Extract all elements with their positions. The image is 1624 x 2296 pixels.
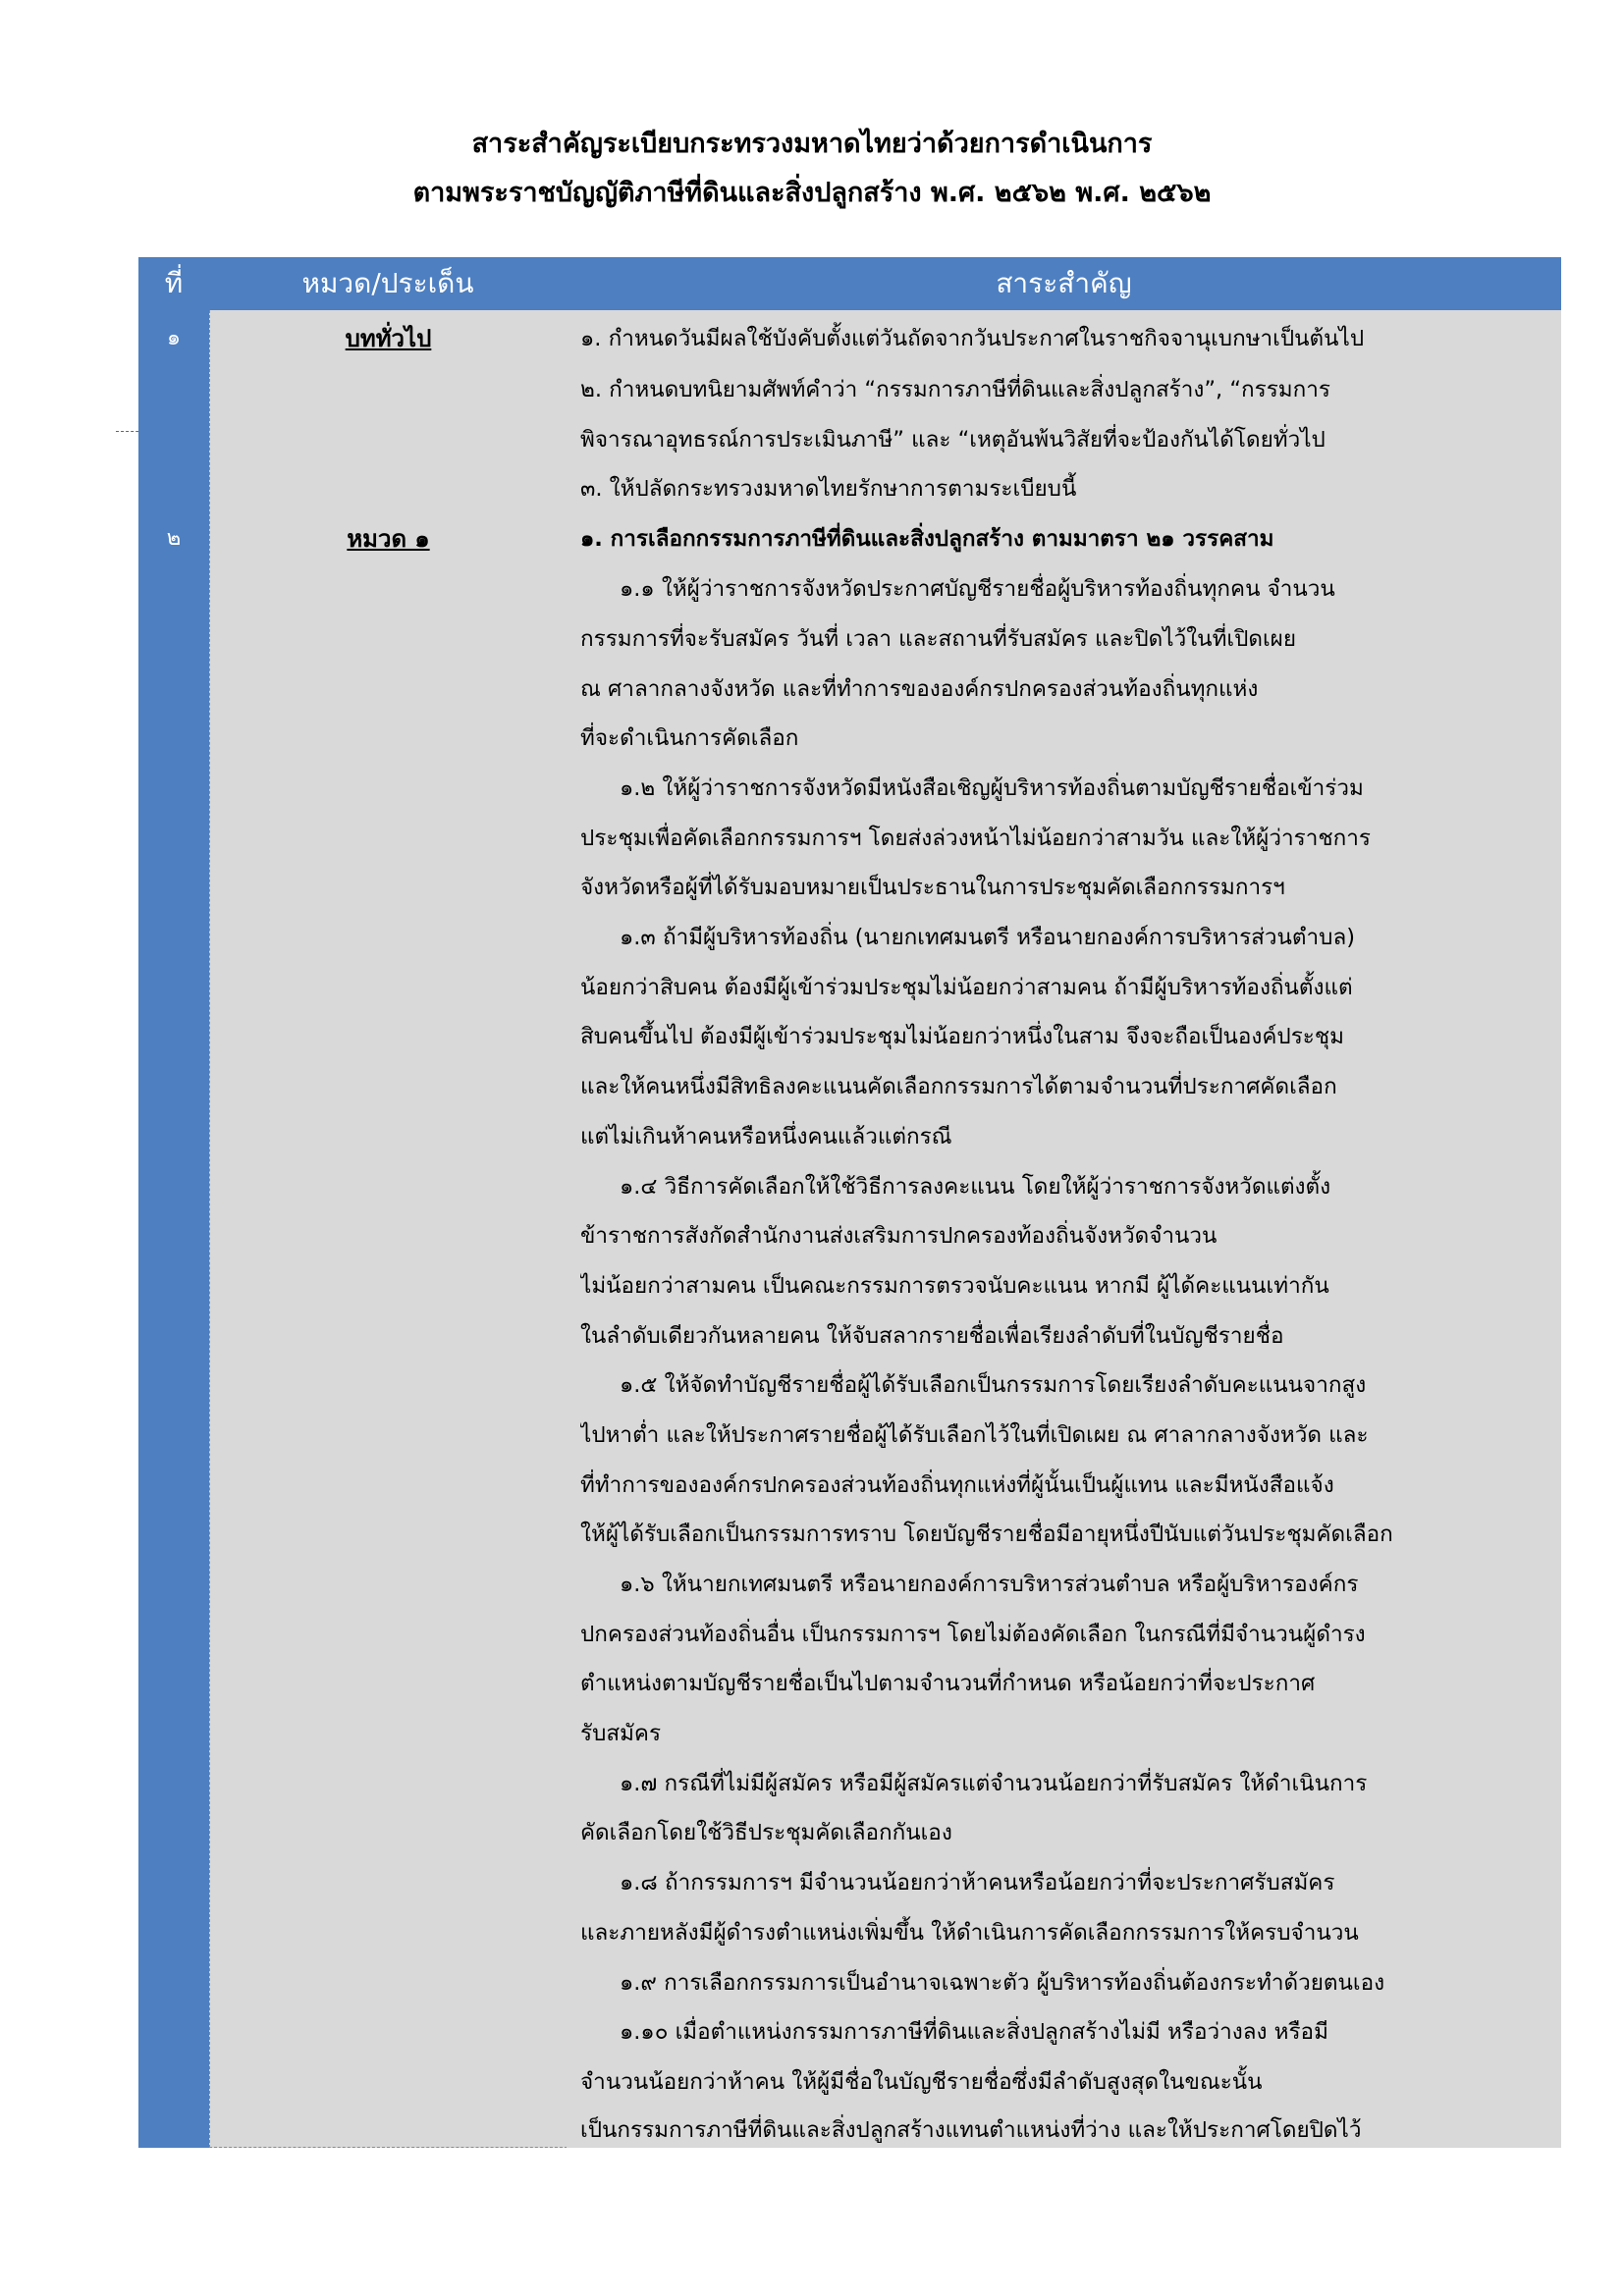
summary-line: ไม่น้อยกว่าสามคน เป็นคณะกรรมการตรวจนับคะแนน หากมี ผู้ได้คะแนนเท่ากัน — [580, 1273, 1329, 1299]
summary-line: สิบคนขึ้นไป ต้องมีผู้เข้าร่วมประชุมไม่น้อยกว่าหนึ่งในสาม จึงจะถือเป็นองค์ประชุม — [580, 1024, 1344, 1049]
summary-line: แต่ไม่เกินห้าคนหรือหนึ่งคนแล้วแต่กรณี — [580, 1124, 952, 1149]
summary-line: ประชุมเพื่อคัดเลือกกรรมการฯ โดยส่งล่วงหน้าไม่น้อยกว่าสามวัน และให้ผู้ว่าราชการ — [580, 826, 1371, 851]
summary-line: ณ ศาลากลางจังหวัด และที่ทำการขององค์กรปกครองส่วนท้องถิ่นทุกแห่ง — [580, 676, 1259, 702]
summary-line: จำนวนน้อยกว่าห้าคน ให้ผู้มีชื่อในบัญชีรายชื่อซึ่งมีลำดับสูงสุดในขณะนั้น — [580, 2069, 1263, 2095]
summary-line: ๑.๗ กรณีที่ไม่มีผู้สมัคร หรือมีผู้สมัครแต่จำนวนน้อยกว่าที่รับสมัคร ให้ดำเนินการ — [620, 1771, 1368, 1796]
summary-line: ๑.๑ ให้ผู้ว่าราชการจังหวัดประกาศบัญชีรายชื่อผู้บริหารท้องถิ่นทุกคน จำนวน — [620, 576, 1335, 602]
summary-line: ที่ทำการขององค์กรปกครองส่วนท้องถิ่นทุกแห่งที่ผู้นั้นเป็นผู้แทน และมีหนังสือแจ้ง — [580, 1472, 1334, 1498]
summary-line: ข้าราชการสังกัดสำนักงานส่งเสริมการปกครองท้องถิ่นจังหวัดจำนวน — [580, 1223, 1218, 1249]
row-category: หมวด ๑ — [347, 525, 430, 553]
number-column — [138, 310, 209, 2148]
summary-line: ให้ผู้ได้รับเลือกเป็นกรรมการทราบ โดยบัญชีรายชื่อมีอายุหนึ่งปีนับแต่วันประชุมคัดเลือก — [580, 1522, 1393, 1547]
summary-line: และให้คนหนึ่งมีสิทธิลงคะแนนคัดเลือกกรรมการได้ตามจำนวนที่ประกาศคัดเลือก — [580, 1074, 1337, 1099]
row-number: ๑ — [167, 326, 181, 350]
summary-line: ๑.๖ ให้นายกเทศมนตรี หรือนายกองค์การบริหารส่วนตำบล หรือผู้บริหารองค์กร — [620, 1572, 1359, 1597]
summary-line: และภายหลังมีผู้ดำรงตำแหน่งเพิ่มขึ้น ให้ดำเนินการคัดเลือกกรรมการให้ครบจำนวน — [580, 1920, 1359, 1946]
row-number: ๒ — [166, 526, 182, 551]
summary-line: ๑. กำหนดวันมีผลใช้บังคับตั้งแต่วันถัดจากวันประกาศในราชกิจจานุเบกษาเป็นต้นไป — [580, 326, 1365, 351]
summary-line: ๑.๑๐ เมื่อตำแหน่งกรรมการภาษีที่ดินและสิ่งปลูกสร้างไม่มี หรือว่างลง หรือมี — [620, 2019, 1328, 2045]
summary-line: ๓. ให้ปลัดกระทรวงมหาดไทยรักษาการตามระเบียบนี้ — [580, 476, 1077, 502]
summary-line: ๑.๕ ให้จัดทำบัญชีรายชื่อผู้ได้รับเลือกเป็นกรรมการโดยเรียงลำดับคะแนนจากสูง — [620, 1372, 1367, 1398]
summary-line: ๒. กำหนดบทนิยามศัพท์คำว่า “กรรมการภาษีที่ดินและสิ่งปลูกสร้าง”, “กรรมการ — [580, 377, 1330, 402]
summary-line: พิจารณาอุทธรณ์การประเมินภาษี” และ “เหตุอันพ้นวิสัยที่จะป้องกันได้โดยทั่วไป — [580, 427, 1326, 453]
summary-line: ปกครองส่วนท้องถิ่นอื่น เป็นกรรมการฯ โดยไม่ต้องคัดเลือก ในกรณีที่มีจำนวนผู้ดำรง — [580, 1622, 1366, 1647]
summary-line: จังหวัดหรือผู้ที่ได้รับมอบหมายเป็นประธานในการประชุมคัดเลือกกรรมการฯ — [580, 875, 1285, 900]
header-no: ที่ — [164, 267, 184, 299]
summary-line: ๑.๔ วิธีการคัดเลือกให้ใช้วิธีการลงคะแนน โดยให้ผู้ว่าราชการจังหวัดแต่งตั้ง — [620, 1174, 1331, 1200]
summary-line: ตำแหน่งตามบัญชีรายชื่อเป็นไปตามจำนวนที่กำหนด หรือน้อยกว่าที่จะประกาศ — [580, 1671, 1316, 1696]
header-category: หมวด/ประเด็น — [301, 267, 474, 299]
summary-line: กรรมการที่จะรับสมัคร วันที่ เวลา และสถานที่รับสมัคร และปิดไว้ในที่เปิดเผย — [580, 626, 1297, 652]
row-category: บททั่วไป — [345, 325, 432, 352]
summary-line: คัดเลือกโดยใช้วิธีประชุมคัดเลือกกันเอง — [580, 1820, 952, 1845]
summary-line: เป็นกรรมการภาษีที่ดินและสิ่งปลูกสร้างแทนตำแหน่งที่ว่าง และให้ประกาศโดยปิดไว้ — [580, 2117, 1362, 2143]
summary-line: ๑.๘ ถ้ากรรมการฯ มีจำนวนน้อยกว่าห้าคนหรือน้อยกว่าที่จะประกาศรับสมัคร — [620, 1870, 1335, 1896]
summary-line: ในลำดับเดียวกันหลายคน ให้จับสลากรายชื่อเพื่อเรียงลำดับที่ในบัญชีรายชื่อ — [580, 1323, 1284, 1349]
section-heading: ๑. การเลือกกรรมการภาษีที่ดินและสิ่งปลูกสร้าง ตามมาตรา ๒๑ วรรคสาม — [580, 526, 1274, 552]
summary-line: ๑.๓ ถ้ามีผู้บริหารท้องถิ่น (นายกเทศมนตรี หรือนายกองค์การบริหารส่วนตำบล) — [620, 925, 1356, 950]
summary-line: ไปหาต่ำ และให้ประกาศรายชื่อผู้ได้รับเลือกไว้ในที่เปิดเผย ณ ศาลากลางจังหวัด และ — [580, 1422, 1369, 1448]
summary-line: ที่จะดำเนินการคัดเลือก — [580, 725, 799, 751]
summary-line: น้อยกว่าสิบคน ต้องมีผู้เข้าร่วมประชุมไม่น้อยกว่าสามคน ถ้ามีผู้บริหารท้องถิ่นตั้งแต่ — [580, 975, 1353, 1000]
summary-line: ๑.๒ ให้ผู้ว่าราชการจังหวัดมีหนังสือเชิญผู้บริหารท้องถิ่นตามบัญชีรายชื่อเข้าร่วม — [620, 775, 1364, 801]
summary-line: รับสมัคร — [580, 1721, 662, 1746]
document-title-line-1: สาระสำคัญระเบียบกระทรวงมหาดไทยว่าด้วยการดำเนินการ — [471, 129, 1153, 159]
summary-line: ๑.๙ การเลือกกรรมการเป็นอำนาจเฉพาะตัว ผู้บริหารท้องถิ่นต้องกระทำด้วยตนเอง — [620, 1970, 1385, 1996]
category-column — [209, 310, 568, 2148]
table-header — [138, 257, 1561, 310]
header-summary: สาระสำคัญ — [996, 267, 1132, 299]
document-title-line-2: ตามพระราชบัญญัติภาษีที่ดินและสิ่งปลูกสร้าง พ.ศ. ๒๕๖๒ พ.ศ. ๒๕๖๒ — [412, 178, 1212, 208]
